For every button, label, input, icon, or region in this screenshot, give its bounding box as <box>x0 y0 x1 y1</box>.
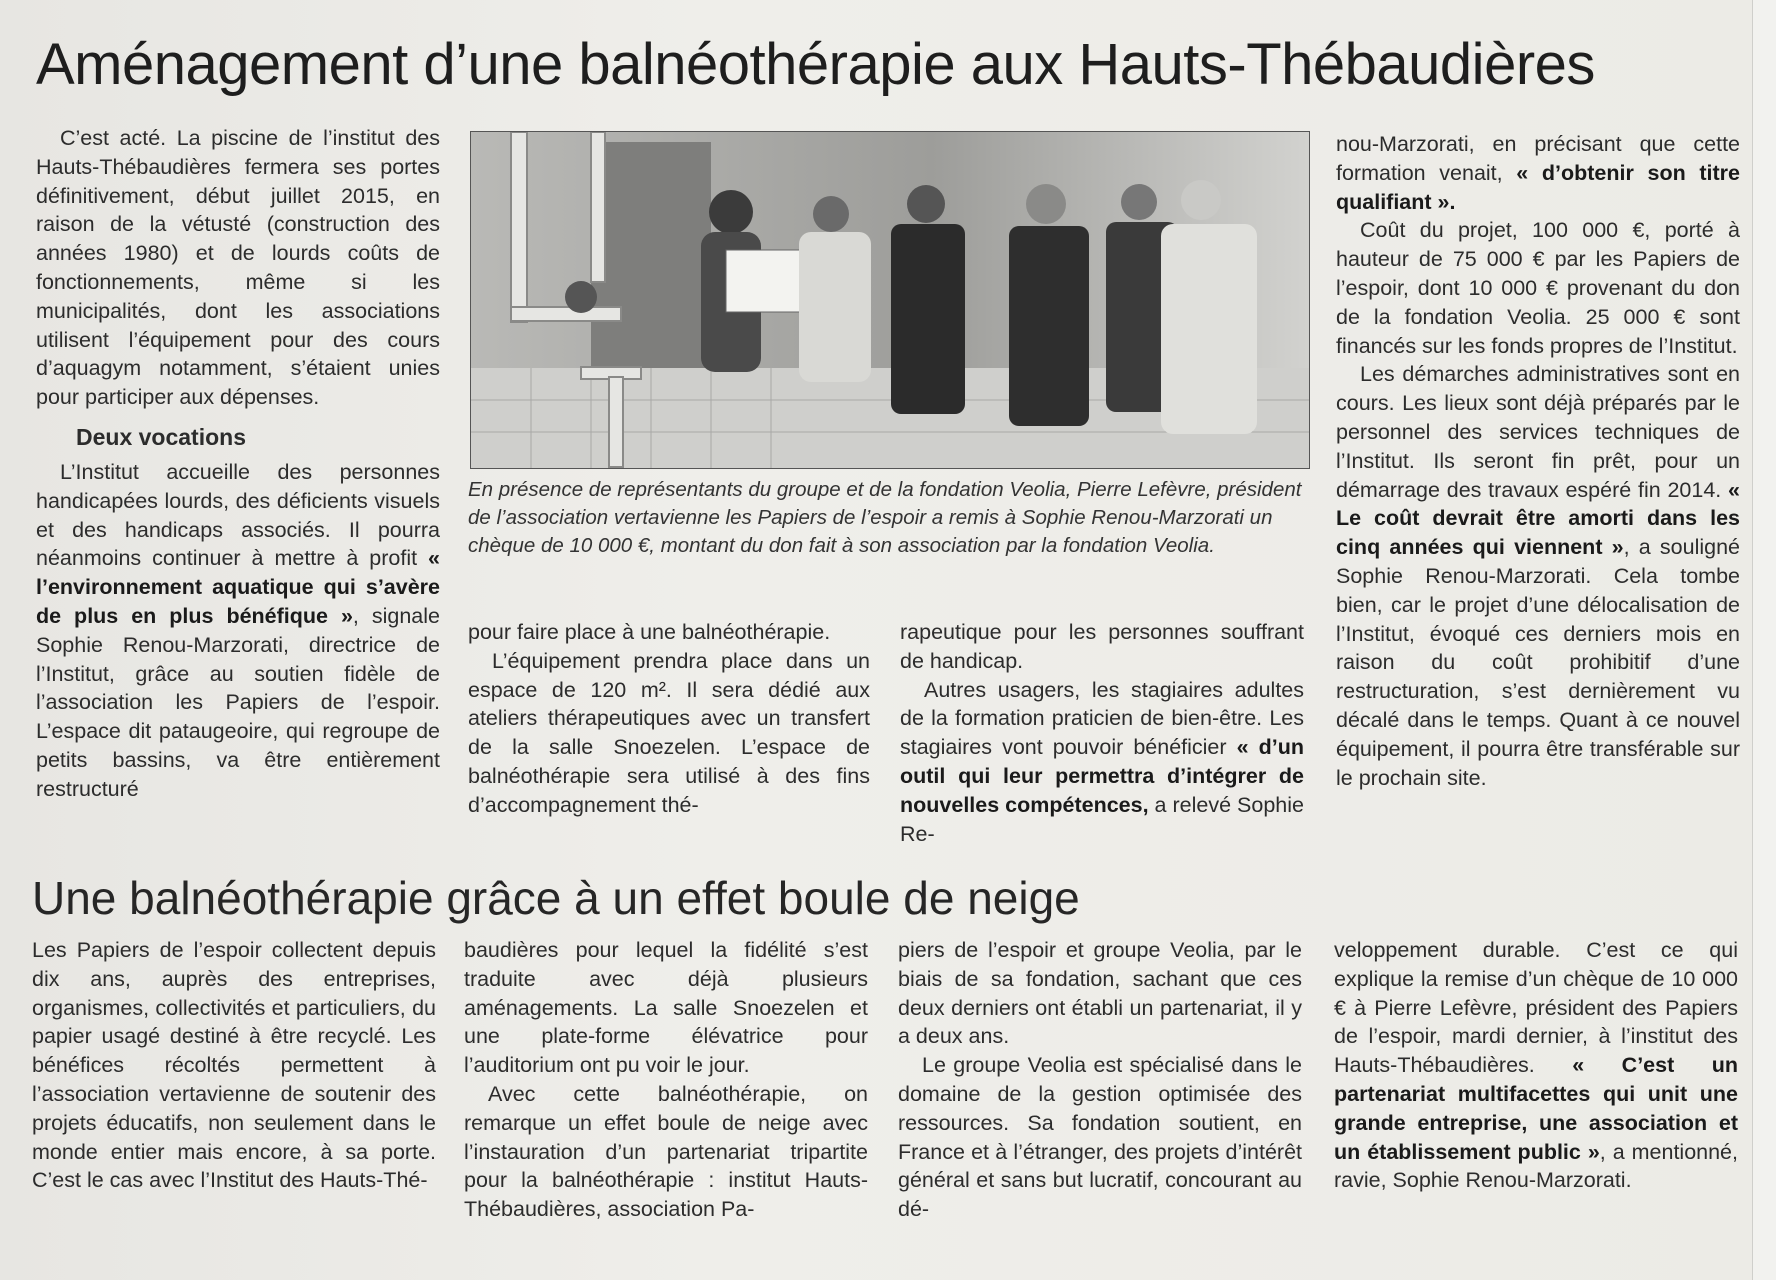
paragraph: rapeutique pour les personnes souffrant de handicap. <box>900 620 1304 673</box>
section-heading: Deux vocations <box>76 423 246 450</box>
article2-column-3 <box>898 936 1302 1224</box>
paragraph: Avec cette balnéothérapie, on remarque un effet boule de neige avec l’instauration d’un partenariat tripartite pour la balnéothérapie : institut Hauts-Thébaudières, association Pa- <box>464 1081 868 1222</box>
paragraph: C’est acté. La piscine de l’institut des Hauts-Thébaudières fermera ses portes définitivement, début juillet 2015, en raison de la vétusté (construction des années 1980) et de lourds coûts de fonctionnements, même si les municipalités, dont les associations utilisent l’équipement pour des cours d’aquagym notamment, s’étaient unies pour participer aux dépenses. <box>36 126 440 410</box>
paragraph: nou-Marzorati, en précisant que cette formation venait, « d’obtenir son titre qualifiant ». <box>1336 132 1740 214</box>
paragraph: L’Institut accueille des personnes handicapées lourds, des déficients visuels et des handicaps associés. Il pourra néanmoins continuer à mettre à profit « l’environnement aquatique qui s’avère de plus en plus bénéfique », signale Sophie Renou-Marzorati, directrice de l’Institut, grâce au soutien fidèle de l’association les Papiers de l’espoir. L’espace dit pataugeoire, qui regroupe de petits bassins, va être entièrement restructuré <box>36 459 440 801</box>
article2-column-2 <box>464 936 868 1224</box>
article2-column-1 <box>32 936 436 1195</box>
quote: « Le coût devrait être amorti dans les cinq années qui viennent » <box>1336 477 1740 560</box>
photo-cheque-presentation <box>470 131 1310 469</box>
paragraph: Le groupe Veolia est spécialisé dans le domaine de la gestion optimisée des ressources. Sa fondation soutient, en France et à l’étranger, des projets d’intérêt général et sans but lucratif, concourant au dé- <box>898 1053 1302 1222</box>
paragraph: Autres usagers, les stagiaires adultes de la formation praticien de bien-être. Les stagiaires vont pouvoir bénéficier « d’un outil qui leur permettra d’intégrer de nouvelles compétences, a relevé Sophie Re- <box>900 677 1304 846</box>
article2-column-4 <box>1334 936 1738 1195</box>
article1-column-1 <box>36 124 440 804</box>
adjacent-page-edge <box>1752 0 1776 1280</box>
article1-column-3 <box>900 618 1304 848</box>
paragraph: L’équipement prendra place dans un espace de 120 m². Il sera dédié aux ateliers thérapeutiques avec un transfert de la salle Snoezelen. L’espace de balnéothérapie sera utilisé à des fins d’accompagnement thé- <box>468 648 870 817</box>
photo-caption: En présence de représentants du groupe et de la fondation Veolia, Pierre Lefèvre, président de l’association vertavienne les Papiers de l’espoir a remis à Sophie Renou-Marzorati un chèque de 10 000 €, montant du don fait à son association par la fondation Veolia. <box>468 478 1302 557</box>
paragraph: Coût du projet, 100 000 €, porté à hauteur de 75 000 € par les Papiers de l’espoir, dont 10 000 € provenant du don de la fondation Veolia. 25 000 € sont financés sur les fonds propres de l’Institut. <box>1336 218 1740 358</box>
quote: « d’un outil qui leur permettra d’intégrer de nouvelles compétences, <box>900 735 1304 817</box>
paragraph: veloppement durable. C’est ce qui explique la remise d’un chèque de 10 000 € à Pierre Lefèvre, président des Papiers de l’espoir, mardi dernier, à l’institut des Hauts-Thébaudières. « C’est un partenariat multifacettes qui unit une grande entreprise, une association et un établissement public », a mentionné, ravie, Sophie Renou-Marzorati. <box>1334 938 1738 1193</box>
quote: « d’obtenir son titre qualifiant ». <box>1336 160 1740 214</box>
quote: « l’environnement aquatique qui s’avère de plus en plus bénéfique » <box>36 546 440 628</box>
headline: Aménagement d’une balnéothérapie aux Hauts-Thébaudières <box>36 32 1595 97</box>
photo-illustration <box>471 132 1309 468</box>
quote: « C’est un partenariat multifacettes qui unit une grande entreprise, une association et un établissement public » <box>1334 1053 1738 1164</box>
paragraph: Les Papiers de l’espoir collectent depuis dix ans, auprès des entreprises, organismes, collectivités et particuliers, du papier usagé destiné à être recyclé. Les bénéfices récoltés permettent à l’association vertavienne de soutenir des projets éducatifs, non seulement dans le monde entier mais encore, à sa porte. C’est le cas avec l’Institut des Hauts-Thé- <box>32 938 436 1193</box>
paragraph: Les démarches administratives sont en cours. Les lieux sont déjà préparés par le personnel des services techniques de l’Institut. Ils seront fin prêt, pour un démarrage des travaux espéré fin 2014. « Le coût devrait être amorti dans les cinq années qui viennent », a souligné Sophie Renou-Marzorati. Cela tombe bien, car le projet d’une délocalisation de l’Institut, évoqué ces derniers mois en raison du coût prohibitif d’une restructuration, s’est dernièrement vu décalé dans le temps. Quant à ce nouvel équipement, il pourra être transférable sur le prochain site. <box>1336 362 1740 790</box>
article1-column-2 <box>468 618 870 820</box>
subheadline: Une balnéothérapie grâce à un effet boule de neige <box>32 872 1080 924</box>
article1-column-4 <box>1336 130 1740 792</box>
paragraph: pour faire place à une balnéothérapie. <box>468 620 831 644</box>
paragraph: baudières pour lequel la fidélité s’est traduite avec déjà plusieurs aménagements. La salle Snoezelen et une plate-forme élévatrice pour l’auditorium ont pu voir le jour. <box>464 938 868 1078</box>
paragraph: piers de l’espoir et groupe Veolia, par le biais de sa fondation, sachant que ces deux derniers ont établi un partenariat, il y a deux ans. <box>898 938 1302 1049</box>
